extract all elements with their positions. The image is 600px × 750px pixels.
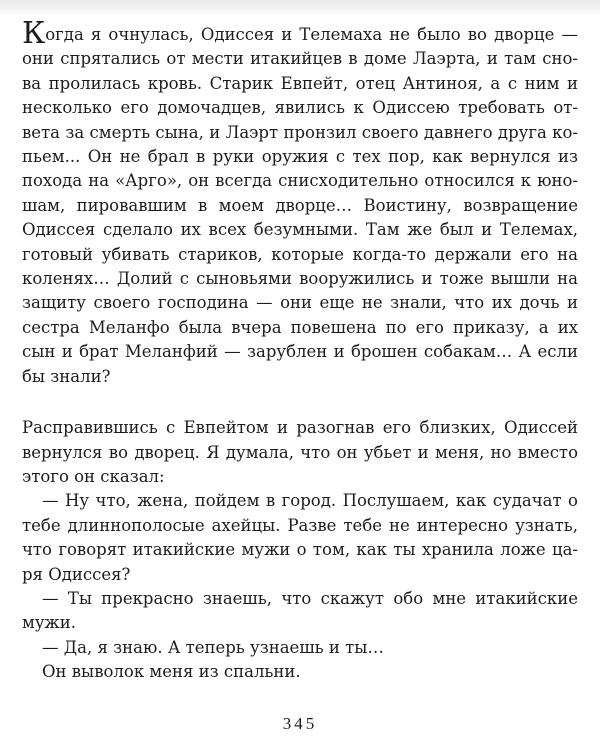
dialogue-1: [22, 489, 578, 587]
page-number: 345: [282, 714, 318, 733]
text-line: — Ну что, жена, пойдем в город. Послушаем, как судачат о: [42, 491, 578, 511]
text-line: несколько его домочадцев, явились к Одиссею требовать от-: [22, 98, 578, 118]
drop-cap: К: [22, 16, 46, 51]
text-line: ва пролилась кровь. Старик Евпейт, отец Антиноя, а с ним и: [22, 73, 578, 93]
text-line: [22, 16, 578, 51]
line-text: огда я очнулась, Одиссея и Телемаха не было во дворце —: [45, 25, 578, 44]
book-page: [22, 16, 578, 685]
text-line: готовый убивать стариков, которые когда-то держали его на: [22, 244, 578, 264]
text-line: Расправившись с Евпейтом и разогнав его близких, Одиссей: [22, 418, 578, 438]
text-line: пьем... Он не брал в руки оружия с тех пор, как вернулся из: [22, 147, 578, 167]
text-line: вернулся во дворец. Я думала, что он убьет и меня, но вместо: [22, 442, 578, 462]
text-line: они спрятались от мести итакийцев в доме Лаэрта, и там сно-: [22, 49, 578, 69]
text-line: защиту своего господина — они еще не знали, что их дочь и: [22, 293, 578, 313]
text-line: мужи.: [22, 613, 76, 633]
text-line: вета за смерть сына, и Лаэрт пронзил своего давнего друга ко-: [22, 122, 578, 142]
text-line: бы знали?: [22, 366, 111, 386]
text-line: шам, пировавшим в моем дворце… Воистину, возвращение: [22, 195, 578, 215]
page-top-edge: [0, 0, 600, 14]
paragraph-gap: [22, 389, 578, 416]
text-line: Одиссея сделало их всех безумными. Там же был и Телемах,: [22, 220, 578, 240]
text-line: сестра Меланфо была вчера повешена по его приказу, а их: [22, 317, 578, 337]
text-line: этого он сказал:: [22, 466, 165, 486]
text-line: тебе длиннополосые ахейцы. Разве тебе не интересно узнать,: [22, 515, 578, 535]
closing-line: [22, 660, 578, 684]
dialogue-2: [22, 587, 578, 636]
text-line: ря Одиссея?: [22, 564, 131, 584]
dialogue-3: [22, 636, 578, 660]
text-line: — Ты прекрасно знаешь, что скажут обо мне итакийские: [42, 588, 578, 608]
text-line: коленях… Долий с сыновьями вооружились и тоже вышли на: [22, 269, 578, 289]
paragraph-1: [22, 16, 578, 389]
text-line: похода на «Арго», он всегда снисходительно относился к юно-: [22, 171, 578, 191]
text-line: что говорят итакийские мужи о том, как ты хранила ложе ца-: [22, 540, 578, 560]
text-line: — Да, я знаю. А теперь узнаешь и ты…: [42, 637, 384, 657]
paragraph-2: [22, 416, 578, 489]
text-line: сын и брат Меланфий — зарублен и брошен собакам… А если: [22, 342, 578, 362]
text-line: Он выволок меня из спальни.: [42, 662, 301, 682]
